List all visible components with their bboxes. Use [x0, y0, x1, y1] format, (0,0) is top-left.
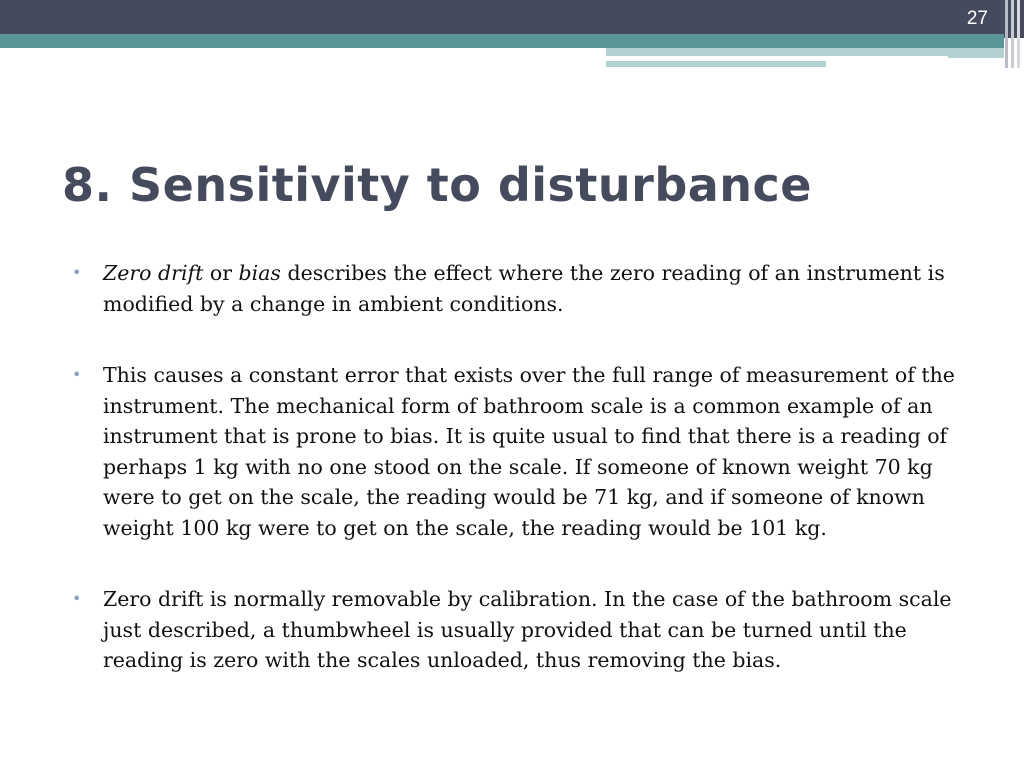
term-zero-drift: Zero drift	[103, 261, 204, 285]
bullet-item	[72, 360, 972, 543]
header-bar	[0, 0, 1024, 38]
header-light-stripe-short	[606, 61, 826, 67]
header-teal-stripe	[0, 34, 1004, 48]
header-vertical-line	[1017, 0, 1020, 68]
term-bias: bias	[238, 261, 281, 285]
bullet-item	[72, 258, 972, 319]
header-vertical-line	[1011, 0, 1014, 68]
bullet-dot-icon: •	[72, 263, 82, 282]
bullet-text: Zero drift is normally removable by calibration. In the case of the bathroom scale just described, a thumbwheel is usually provided that can be turned until the reading is zero with the scales unloaded, thus removing the bias.	[103, 587, 952, 672]
header-vertical-line	[1005, 0, 1008, 68]
bullet-item	[72, 584, 972, 676]
slide-number: 27	[966, 8, 988, 29]
bullet-dot-icon: •	[72, 365, 82, 384]
bullet-text: This causes a constant error that exists over the full range of measurement of the instrument. The mechanical form of bathroom scale is a common example of an instrument that is prone to bias. It is quite usual to find that there is a reading of perhaps 1 kg with no one stood on the scale. If someone of known weight 70 kg were to get on the scale, the reading would be 71 kg, and if someone of known weight 100 kg were to get on the scale, the reading would be 101 kg.	[103, 363, 955, 540]
bullet-list	[72, 258, 972, 717]
bullet-dot-icon: •	[72, 589, 82, 608]
bullet-joiner: or	[203, 261, 239, 285]
bullet-text: describes the effect where the zero reading of an instrument is modified by a change in ambient conditions.	[103, 261, 945, 316]
slide-title: 8. Sensitivity to disturbance	[62, 158, 813, 212]
header-white-line	[606, 56, 948, 58]
